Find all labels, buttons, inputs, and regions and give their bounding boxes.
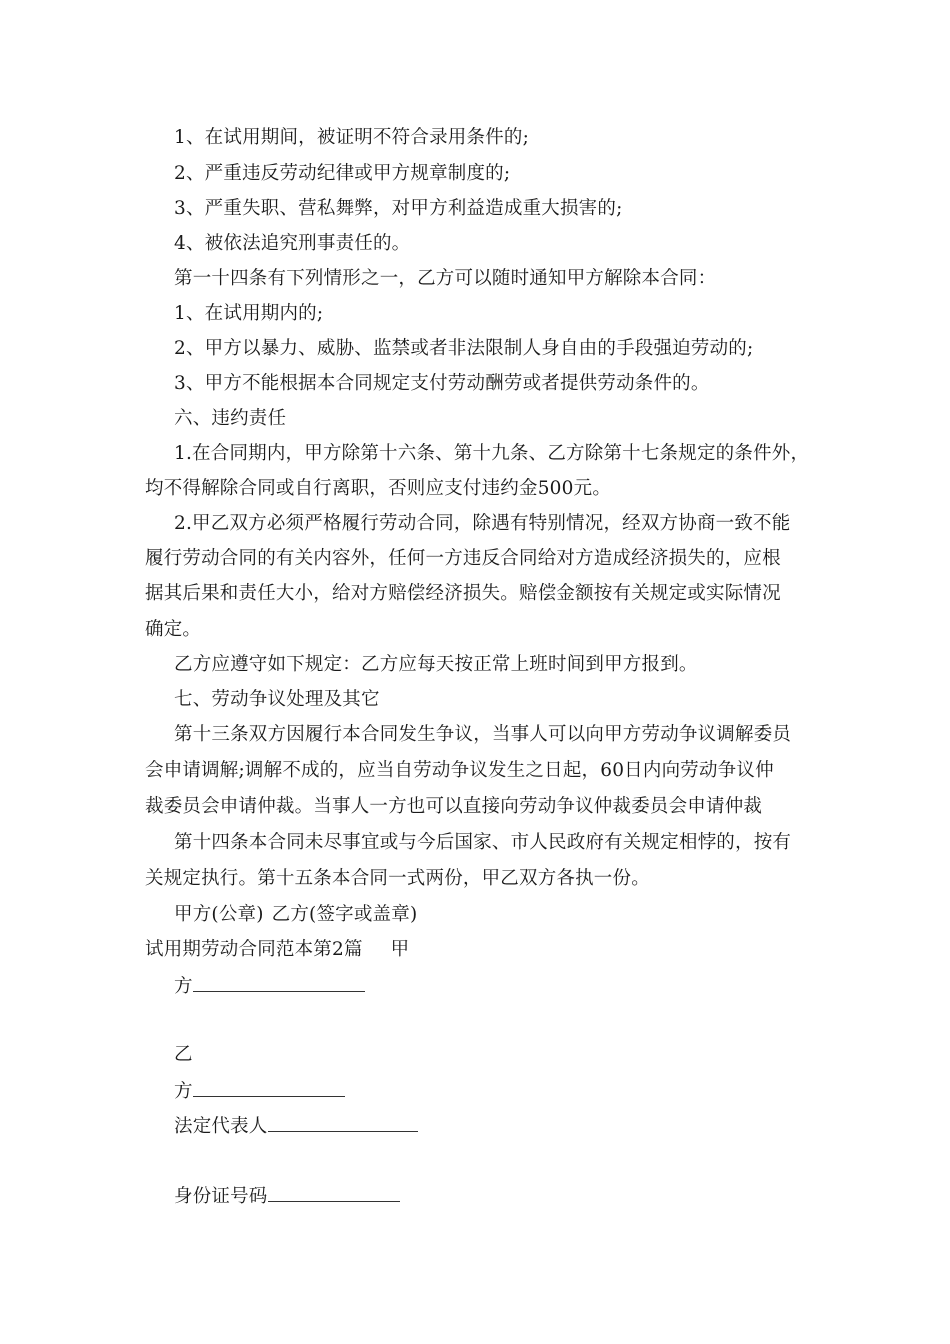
breach-2-line-1: 2.甲乙双方必须严格履行劳动合同，除遇有特别情况，经双方协商一致不能 [174, 513, 791, 534]
id-number-blank[interactable] [268, 1183, 400, 1202]
breach-1-line-1: 1.在合同期内，甲方除第十六条、第十九条、乙方除第十七条规定的条件外， [174, 443, 810, 464]
party-a-blank[interactable] [193, 973, 365, 992]
clause-14-item-2: 2、甲方以暴力、威胁、监禁或者非法限制人身自由的手段强迫劳动的; [174, 338, 754, 359]
legal-rep-label: 法定代表人 [174, 1116, 268, 1137]
article-14-heading: 第一十四条有下列情形之一，乙方可以随时通知甲方解除本合同： [174, 268, 717, 289]
article-13b-line-2: 会申请调解;调解不成的，应当自劳动争议发生之日起，60日内向劳动争议仲 [145, 760, 774, 781]
id-number-label: 身份证号码 [174, 1186, 268, 1207]
party-a-field [174, 973, 365, 999]
article-14b-line-1: 第十四条本合同未尽事宜或与今后国家、市人民政府有关规定相悖的，按有 [174, 832, 792, 853]
rule-line: 乙方应遵守如下规定：乙方应每天按正常上班时间到甲方报到。 [174, 654, 698, 675]
clause-13-item-1: 1、在试用期间，被证明不符合录用条件的; [174, 127, 530, 148]
party-b-field [174, 1078, 345, 1104]
clause-14-item-3: 3、甲方不能根据本合同规定支付劳动酬劳或者提供劳动条件的。 [174, 373, 710, 394]
clause-14-item-1: 1、在试用期内的; [174, 303, 324, 324]
id-number-field [174, 1183, 400, 1209]
clause-13-item-3: 3、严重失职、营私舞弊，对甲方利益造成重大损害的; [174, 198, 623, 219]
party-b-seal-label: 乙方(签字或盖章) [271, 904, 418, 925]
party-a-fang-char: 方 [174, 976, 193, 997]
article-13b-line-1: 第十三条双方因履行本合同发生争议，当事人可以向甲方劳动争议调解委员 [174, 724, 792, 745]
second-contract-title-line [145, 938, 409, 962]
article-14b-line-2: 关规定执行。第十五条本合同一式两份，甲乙双方各执一份。 [145, 868, 650, 889]
breach-2-line-4: 确定。 [145, 619, 202, 640]
signature-line [174, 903, 417, 927]
breach-2-line-3: 据其后果和责任大小，给对方赔偿经济损失。赔偿金额按有关规定或实际情况 [145, 583, 781, 604]
party-b-fang-char: 方 [174, 1081, 193, 1102]
breach-1-line-2: 均不得解除合同或自行离职，否则应支付违约金500元。 [145, 478, 612, 499]
article-13b-line-3: 裁委员会申请仲裁。当事人一方也可以直接向劳动争议仲裁委员会申请仲裁 [145, 796, 763, 817]
party-a-seal-label: 甲方(公章) [174, 904, 264, 925]
second-contract-title: 试用期劳动合同范本第2篇 [145, 939, 363, 960]
legal-rep-field [174, 1113, 418, 1139]
legal-rep-blank[interactable] [268, 1113, 418, 1132]
section-7-heading: 七、劳动争议处理及其它 [174, 689, 380, 710]
breach-2-line-2: 履行劳动合同的有关内容外，任何一方违反合同给对方造成经济损失的，应根 [145, 548, 781, 569]
party-a-char: 甲 [390, 939, 410, 960]
clause-13-item-2: 2、严重违反劳动纪律或甲方规章制度的; [174, 163, 511, 184]
party-b-blank[interactable] [193, 1078, 345, 1097]
clause-13-item-4: 4、被依法追究刑事责任的。 [174, 233, 411, 254]
section-6-heading: 六、违约责任 [174, 408, 287, 429]
party-b-char: 乙 [174, 1044, 193, 1065]
